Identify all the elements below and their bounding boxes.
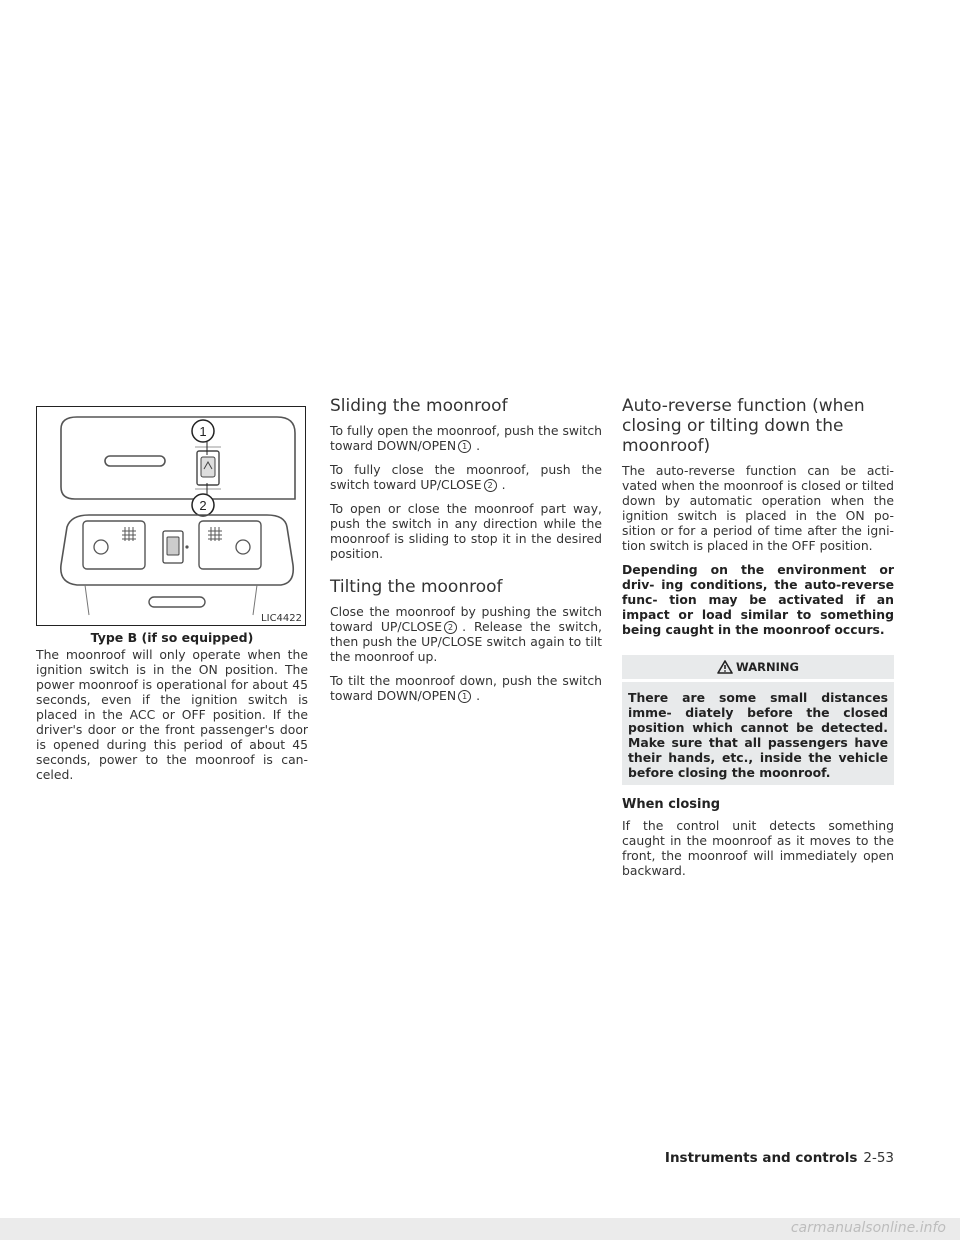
left-column — [36, 396, 308, 791]
sliding-p1-end: . — [476, 438, 481, 453]
warning-label: WARNING — [736, 660, 799, 674]
middle-column — [330, 396, 602, 712]
sliding-paragraph-1 — [330, 423, 602, 453]
autoreverse-paragraph-1: The auto-reverse function can be acti- vated when the moonroof is closed or tilted down by automatic operation when the ignition switch is placed in the ON po- sition or for a period of time after the igni- tion switch is placed in the OFF position. — [622, 463, 894, 553]
warning-header — [622, 655, 894, 679]
sliding-heading: Sliding the moonroof — [330, 396, 508, 416]
tilting-paragraph-1 — [330, 604, 602, 664]
switch-diagram — [37, 407, 305, 625]
moonroof-switch-illustration — [36, 406, 306, 626]
ref-circle-1: 1 — [458, 690, 471, 703]
operation-paragraph: The moonroof will only operate when the ignition switch is in the ON position. The power moonroof is operational for about 45 seconds, even if the ignition switch is placed in the ACC or OFF position. If the driver's door or the front passenger's door is opened during this period of about 45 seconds, power to the moonroof is can- celed. — [36, 647, 308, 782]
page-number: 2-53 — [863, 1150, 894, 1166]
ref-circle-2: 2 — [444, 621, 457, 634]
tilting-p2-end: . — [476, 688, 481, 703]
tilting-paragraph-2 — [330, 673, 602, 703]
sliding-p2-end: . — [501, 477, 506, 492]
tilting-heading: Tilting the moonroof — [330, 577, 503, 597]
warning-triangle-icon — [717, 660, 733, 674]
sliding-p1-text: To fully open the moonroof, push the switch toward DOWN/OPEN — [330, 423, 602, 453]
ref-circle-2: 2 — [484, 479, 497, 492]
watermark-bar — [0, 1218, 960, 1240]
callout-2: 2 — [199, 498, 207, 513]
autoreverse-heading: Auto-reverse function (when closing or tilting down the moonroof) — [622, 396, 865, 456]
page-footer — [0, 1150, 894, 1166]
autoreverse-paragraph-2: Depending on the environment or driv- ing conditions, the auto-reverse func- tion may be activated if an impact or load similar to something being caught in the moonroof occurs. — [622, 562, 894, 637]
callout-1: 1 — [199, 424, 207, 439]
watermark-text: carmanualsonline.info — [790, 1220, 946, 1236]
sliding-paragraph-3: To open or close the moonroof part way, push the switch in any direction while the moonroof is sliding to stop it in the desired position. — [330, 501, 602, 561]
warning-text: There are some small distances imme- diately before the closed position which cannot be detected. Make sure that all passengers have their hands, etc., inside the vehicle before closing the moonroof. — [622, 682, 894, 785]
sliding-paragraph-2 — [330, 462, 602, 492]
footer-section-title: Instruments and controls — [664, 1150, 858, 1166]
right-column — [622, 396, 894, 887]
sliding-p2-text: To fully close the moonroof, push the switch toward UP/CLOSE — [330, 462, 602, 492]
when-closing-paragraph: If the control unit detects something caught in the moonroof as it moves to the front, the moonroof will immediately open backward. — [622, 818, 894, 878]
tilting-p1-text: Close the moonroof by pushing the switch toward UP/CLOSE — [330, 604, 602, 634]
figure-code: LIC4422 — [261, 613, 302, 624]
tilting-p1-end: . Release the switch, then push the UP/CLOSE switch again to tilt the moonroof up. — [330, 619, 602, 664]
ref-circle-1: 1 — [458, 440, 471, 453]
when-closing-heading: When closing — [622, 797, 721, 812]
tilting-p2-text: To tilt the moonroof down, push the switch toward DOWN/OPEN — [330, 673, 602, 703]
figure-caption: Type B (if so equipped) — [90, 630, 254, 645]
